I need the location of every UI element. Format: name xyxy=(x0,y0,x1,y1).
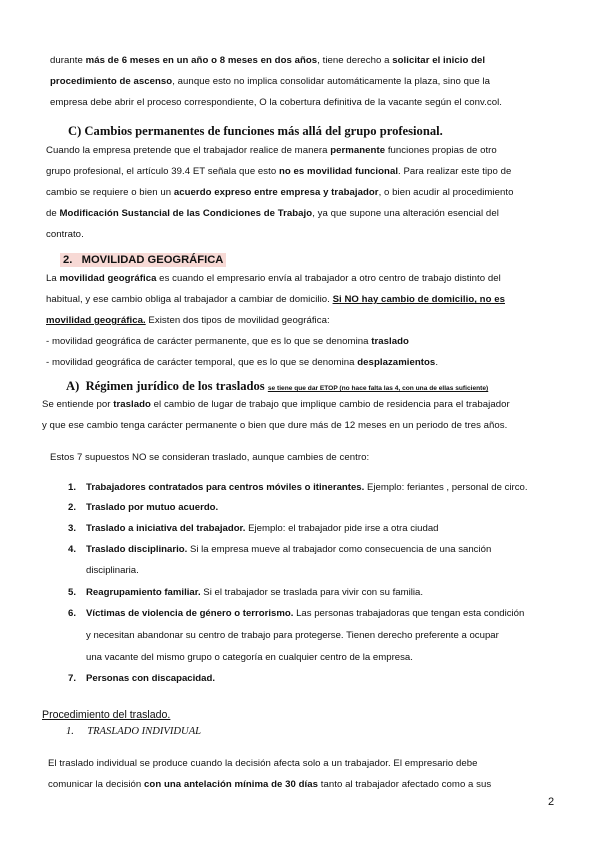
paragraph-c xyxy=(46,140,514,245)
document-page: durante más de 6 meses en un año o 8 meses en dos años, tiene derecho a solicitar el inicio del procedimiento de ascenso, aunque esto no implica consolidar automáticamente la plaza, sino que la empresa debe abrir el proceso correspondiente, O la cobertura definitiva de la vacante según el conv.col. C) Cambios permanentes de funciones más allá del grupo profesional. Cuando la empresa pretende que el trabajador realice de manera permanente funciones propias de otro grupo profesional, el artículo 39.4 ET señala que esto no es movilidad funcional. Para realizar este tipo de cambio se requiere o bien un acuerdo expreso entre empresa y trabajador, o bien acudir al procedimiento de Modificación Sustancial de las Condiciones de Trabajo, ya que supone una alteración esencial del contrato. 2. MOVILIDAD GEOGRÁFICA La movilidad geográfica es cuando el empresario envía al trabajador a otro centro de trabajo distinto del habitual, y ese cambio obliga al trabajador a cambiar de domicilio. Si NO hay cambio de domicilio, no es movilidad geográfica. Existen dos tipos de movilidad geográfica: - movilidad geográfica de carácter permanente, que es lo que se denomina traslado - movilidad geográfica de carácter temporal, que es lo que se denomina desplazamientos. A) Régimen jurídico de los traslados se tiene que dar ETOP (no hace falta las 4, con una de ellas suficiente) Se entiende por traslado el cambio de lugar de trabajo que implique cambio de residencia para el trabajador y que ese cambio tenga carácter permanente o bien que dure más de 12 meses en un periodo de tres años. Estos 7 supuestos NO se consideran traslado, aunque cambies de centro: 1. Trabajadores contratados para centros móviles o itinerantes. Ejemplo: feriantes , personal de circo. 2. Traslado por mutuo acuerdo. 3. Traslado a iniciativa del trabajador. Ejemplo: el trabajador pide irse a otra ciudad 4. Traslado disciplinario. Si la empresa mueve al trabajador como consecuencia de una sanción disciplinaria. 5. Reagrupamiento familiar. Si el trabajador se traslada para vivir con su familia. 6. Víctimas de violencia de género o terrorismo. Las personas trabajadoras que tengan esta condición y necesitan abandonar su centro de trabajo para protegerse. Tienen derecho preferente a ocupar una vacante del mismo grupo o categoría en cualquier centro de la empresa. 7. Personas con discapacidad. Procedimiento del traslado. 1. TRASLADO INDIVIDUAL El traslado individual se produce cuando la decisión afecta solo a un trabajador. El empresario debe comunicar la decisión con una antelación mínima de 30 días tanto al trabajador afectado como a sus 2 xyxy=(0,0,600,848)
paragraph-line: habitual, y ese cambio obliga al trabajador a cambiar de domicilio. Si NO hay cambio de domicilio, no es xyxy=(46,294,505,305)
paragraph-line: y que ese cambio tenga carácter permanente o bien que dure más de 12 meses en un periodo de tres años. xyxy=(42,420,508,431)
procedure-heading: Procedimiento del traslado. xyxy=(42,709,171,721)
paragraph-line: comunicar la decisión con una antelación mínima de 30 días tanto al trabajador afectado como a sus xyxy=(48,779,492,790)
list-intro: Estos 7 supuestos NO se consideran traslado, aunque cambies de centro: xyxy=(50,452,370,463)
heading-note: se tiene que dar ETOP (no hace falta las 4, con una de ellas suficiente) xyxy=(267,385,489,392)
paragraph-line: durante más de 6 meses en un año o 8 meses en dos años, tiene derecho a solicitar el inicio del xyxy=(50,55,486,66)
paragraph-line: Cuando la empresa pretende que el trabajador realice de manera permanente funciones propias de otro xyxy=(46,145,497,156)
paragraph-line: Se entiende por traslado el cambio de lugar de trabajo que implique cambio de residencia para el trabajador xyxy=(42,399,510,410)
paragraph-line: - movilidad geográfica de carácter permanente, que es lo que se denomina traslado xyxy=(46,336,409,347)
paragraph-line: El traslado individual se produce cuando la decisión afecta solo a un trabajador. El empresario debe xyxy=(48,758,478,769)
paragraph-line: procedimiento de ascenso, aunque esto no implica consolidar automáticamente la plaza, sino que la xyxy=(50,76,491,87)
highlighted-heading: 2. MOVILIDAD GEOGRÁFICA xyxy=(60,253,226,267)
paragraph-traslado xyxy=(42,394,510,436)
paragraph-line: contrato. xyxy=(46,229,84,240)
procedure-subheading: 1. TRASLADO INDIVIDUAL xyxy=(66,726,202,737)
paragraph-line: - movilidad geográfica de carácter temporal, que es lo que se denomina desplazamientos. xyxy=(46,357,439,368)
paragraph-top xyxy=(50,50,502,113)
paragraph-movilidad xyxy=(46,268,505,373)
paragraph-line: empresa debe abrir el proceso correspondiente, O la cobertura definitiva de la vacante según el conv.col. xyxy=(50,97,502,108)
paragraph-line: movilidad geográfica. Existen dos tipos de movilidad geográfica: xyxy=(46,315,330,326)
paragraph-procedure xyxy=(48,753,491,795)
page-number: 2 xyxy=(548,796,555,808)
section-heading-c: C) Cambios permanentes de funciones más allá del grupo profesional. xyxy=(68,124,443,138)
paragraph-line: La movilidad geográfica es cuando el empresario envía al trabajador a otro centro de trabajo distinto del xyxy=(46,273,501,284)
paragraph-line: cambio se requiere o bien un acuerdo expreso entre empresa y trabajador, o bien acudir al procedimiento xyxy=(46,187,514,198)
paragraph-line: de Modificación Sustancial de las Condiciones de Trabajo, ya que supone una alteración esencial del xyxy=(46,208,499,219)
section-heading-a: A) Régimen jurídico de los traslados se tiene que dar ETOP (no hace falta las 4, con una de ellas suficiente) xyxy=(66,379,489,393)
paragraph-line: grupo profesional, el artículo 39.4 ET señala que esto no es movilidad funcional. Para realizar este tipo de xyxy=(46,166,512,177)
section-heading-2 xyxy=(60,250,226,268)
